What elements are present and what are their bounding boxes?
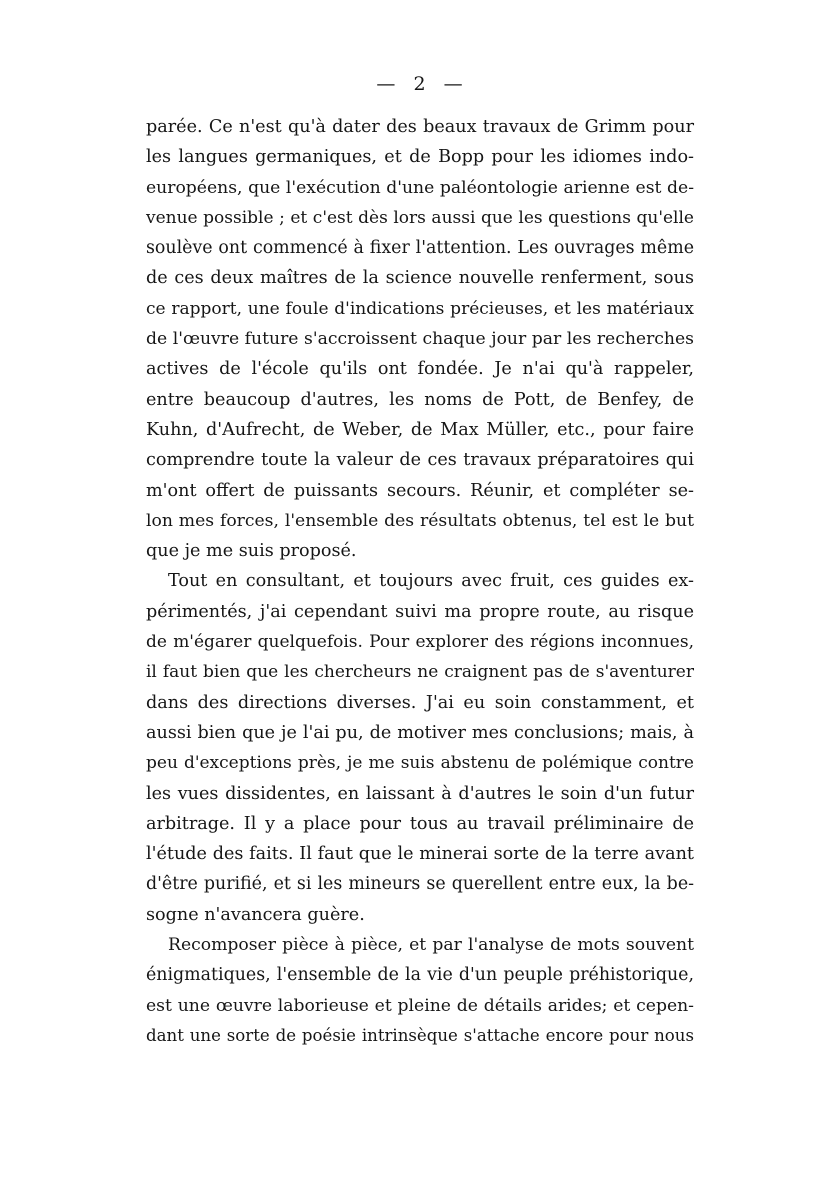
text-line: Kuhn, d'Aufrecht, de Weber, de Max Müller, etc., pour faire xyxy=(146,419,694,440)
text-line: est une œuvre laborieuse et pleine de détails arides; et cepen- xyxy=(146,995,694,1016)
text-line: comprendre toute la valeur de ces travaux préparatoires qui xyxy=(146,450,694,471)
text-line: de m'égarer quelquefois. Pour explorer des régions inconnues, xyxy=(146,632,694,653)
text-line: entre beaucoup d'autres, les noms de Pott, de Benfey, de xyxy=(146,389,694,410)
text-line: que je me suis proposé. xyxy=(146,541,357,562)
paragraph xyxy=(146,112,694,566)
text-line: dans des directions diverses. J'ai eu soin constamment, et xyxy=(146,692,694,713)
page-body xyxy=(146,112,694,1051)
text-line: les langues germaniques, et de Bopp pour les idiomes indo- xyxy=(146,147,694,168)
text-line: soulève ont commencé à fixer l'attention. Les ouvrages même xyxy=(146,238,694,259)
text-line: Tout en consultant, et toujours avec fruit, ces guides ex- xyxy=(168,571,694,592)
text-line: actives de l'école qu'ils ont fondée. Je n'ai qu'à rappeler, xyxy=(146,359,694,380)
text-line: peu d'exceptions près, je me suis abstenu de polémique contre xyxy=(146,753,694,774)
text-line: aussi bien que je l'ai pu, de motiver mes conclusions; mais, à xyxy=(146,722,694,743)
page-header xyxy=(0,72,840,96)
text-line: de ces deux maîtres de la science nouvelle renferment, sous xyxy=(146,268,694,289)
text-line: m'ont offert de puissants secours. Réunir, et compléter se- xyxy=(146,480,694,501)
header-dash-left: — xyxy=(376,73,397,95)
paragraph xyxy=(146,930,694,1051)
text-line: lon mes forces, l'ensemble des résultats obtenus, tel est le but xyxy=(146,510,694,531)
text-line: arbitrage. Il y a place pour tous au travail préliminaire de xyxy=(146,813,694,834)
text-line: d'être purifié, et si les mineurs se querellent entre eux, la be- xyxy=(146,874,694,895)
text-line: l'étude des faits. Il faut que le minerai sorte de la terre avant xyxy=(146,844,694,865)
paragraph xyxy=(146,566,694,930)
text-line: les vues dissidentes, en laissant à d'autres le soin d'un futur xyxy=(146,783,694,804)
text-line: dant une sorte de poésie intrinsèque s'attache encore pour nous xyxy=(146,1025,694,1045)
header-dash-right: — xyxy=(443,73,464,95)
text-line: parée. Ce n'est qu'à dater des beaux travaux de Grimm pour xyxy=(146,117,694,137)
text-line: il faut bien que les chercheurs ne craignent pas de s'aventurer xyxy=(146,662,694,683)
text-line: venue possible ; et c'est dès lors aussi que les questions qu'elle xyxy=(146,207,694,228)
text-line: ce rapport, une foule d'indications précieuses, et les matériaux xyxy=(146,298,694,319)
text-line: sogne n'avancera guère. xyxy=(146,904,365,925)
text-line: énigmatiques, l'ensemble de la vie d'un peuple préhistorique, xyxy=(146,965,694,986)
text-line: européens, que l'exécution d'une paléontologie arienne est de- xyxy=(146,177,694,198)
page-number: 2 xyxy=(413,73,427,95)
text-line: périmentés, j'ai cependant suivi ma propre route, au risque xyxy=(146,601,694,622)
text-line: Recomposer pièce à pièce, et par l'analyse de mots souvent xyxy=(168,935,694,956)
text-line: de l'œuvre future s'accroissent chaque jour par les recherches xyxy=(146,329,694,350)
